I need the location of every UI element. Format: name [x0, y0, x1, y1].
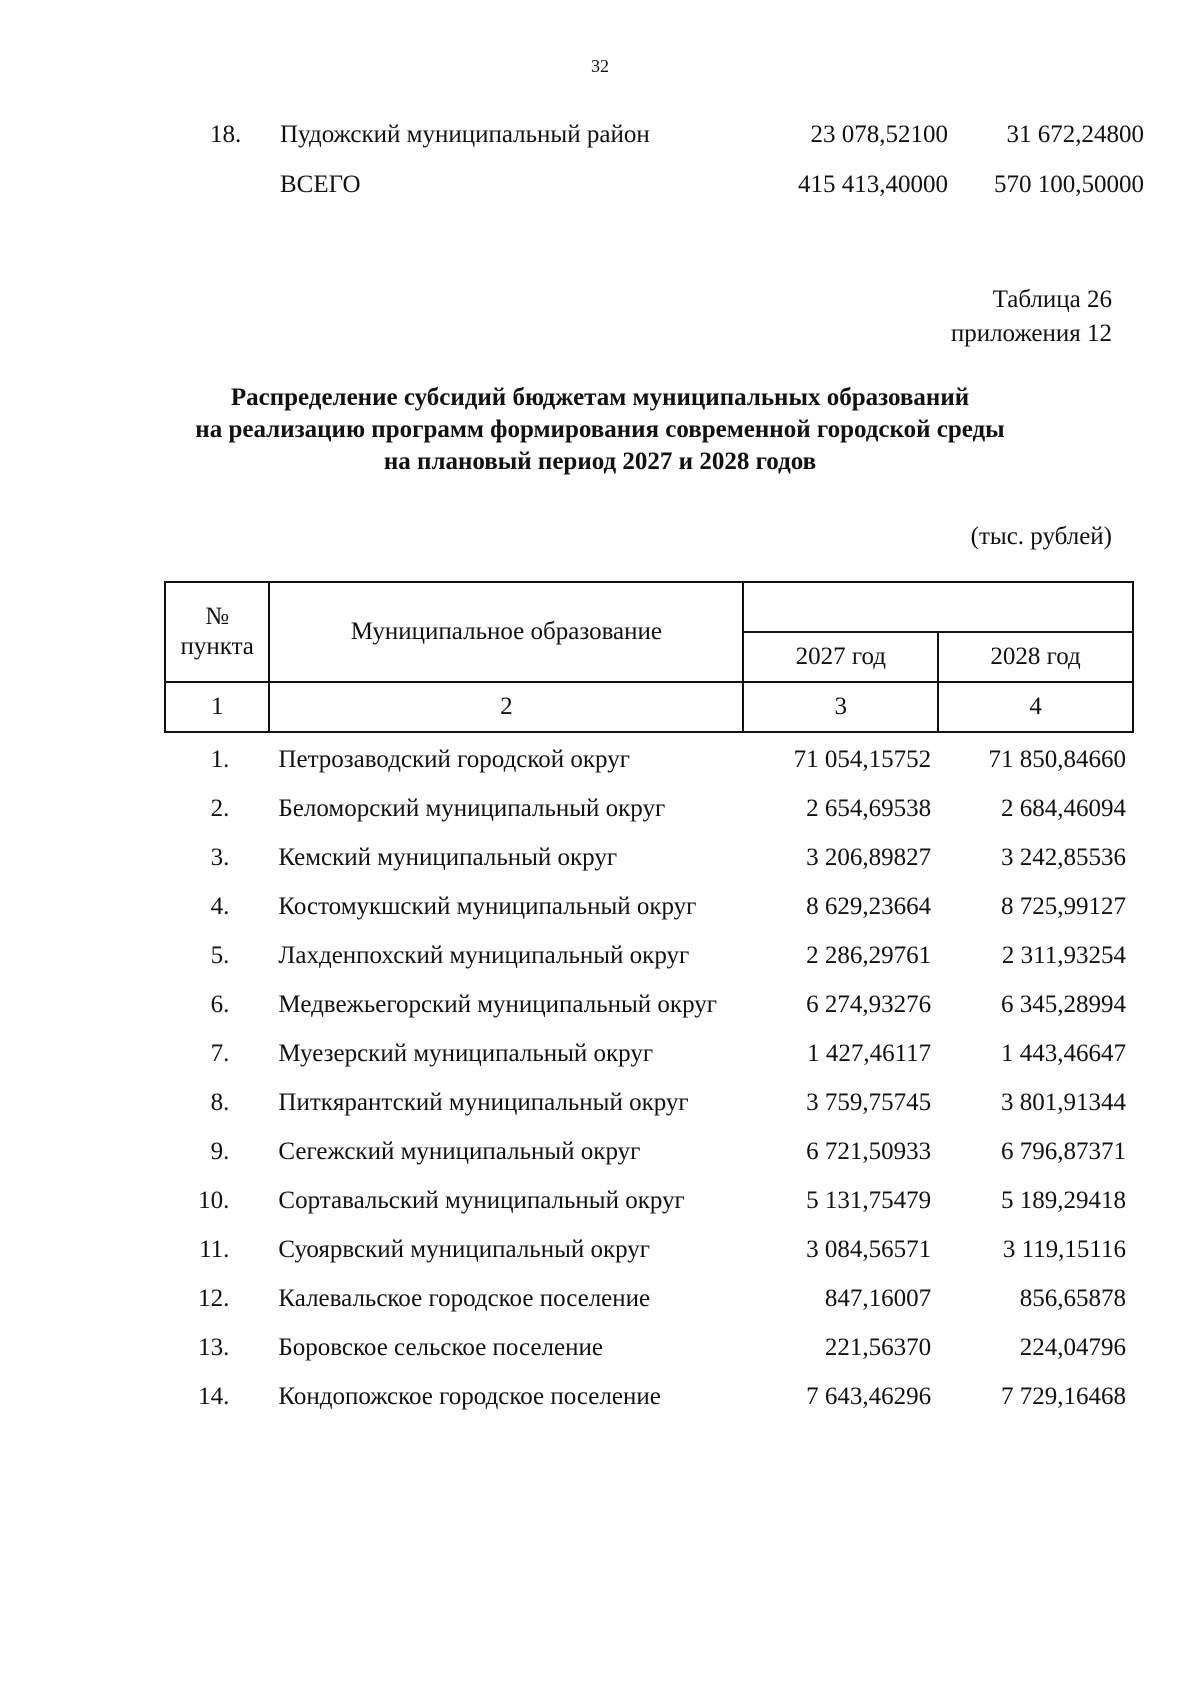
row-number: 2. — [210, 795, 230, 822]
row-value-2028: 31 672,24800 — [1006, 121, 1144, 148]
column-number: 4 — [938, 682, 1133, 732]
row-number: 7. — [210, 1040, 230, 1067]
row-number: 12. — [198, 1285, 230, 1312]
subsidy-table — [164, 581, 1134, 1419]
row-value-2028: 5 189,29418 — [1001, 1187, 1126, 1214]
table-row — [165, 1174, 1133, 1223]
row-number: 4. — [210, 893, 230, 920]
table-row — [165, 1223, 1133, 1272]
header-row — [165, 582, 1133, 632]
table-row — [165, 732, 1133, 782]
row-value-2027: 847,16007 — [824, 1285, 932, 1312]
header-year-2028: 2028 год — [938, 632, 1133, 682]
row-name: Кондопожское городское поселение — [278, 1383, 661, 1410]
row-number: 3. — [210, 844, 230, 871]
table-body — [165, 732, 1133, 1419]
title-line2: на реализацию программ формирования современной городской среды — [195, 416, 1005, 443]
row-name: Костомукшский муниципальный округ — [278, 893, 697, 920]
row-value-2028: 2 684,46094 — [1001, 795, 1126, 822]
row-name: Лахденпохский муниципальный округ — [278, 942, 690, 969]
row-name: Сортавальский муниципальный округ — [278, 1187, 685, 1214]
row-number: 18. — [210, 121, 242, 148]
header-number — [165, 582, 269, 682]
table-row — [165, 1125, 1133, 1174]
row-name: Суоярвский муниципальный округ — [278, 1236, 651, 1263]
row-number: 5. — [210, 942, 230, 969]
row-value-2027: 23 078,52100 — [810, 121, 948, 148]
row-name: ВСЕГО — [280, 171, 361, 198]
row-value-2027: 6 274,93276 — [806, 991, 932, 1018]
row-value-2027: 3 206,89827 — [806, 844, 932, 871]
row-number: 14. — [198, 1383, 230, 1410]
row-name: Медвежьегорский муниципальный округ — [278, 991, 717, 1018]
header-year-2027: 2027 год — [743, 632, 938, 682]
row-value-2027: 2 286,29761 — [806, 942, 932, 969]
row-name: Кемский муниципальный округ — [278, 844, 618, 871]
row-number: 6. — [210, 991, 230, 1018]
table-row — [165, 782, 1133, 831]
page-number: 32 — [591, 56, 609, 76]
row-name: Беломорский муниципальный округ — [278, 795, 666, 822]
row-name: Пудожский муниципальный район — [280, 121, 650, 148]
row-value-2028: 1 443,46647 — [1001, 1040, 1126, 1067]
table-row — [165, 1321, 1133, 1370]
row-value-2028: 3 119,15116 — [1002, 1236, 1126, 1263]
title-line3: на плановый период 2027 и 2028 годов — [383, 448, 817, 475]
units-label: (тыс. рублей) — [970, 523, 1112, 550]
table-row — [165, 831, 1133, 880]
row-name: Муезерский муниципальный округ — [278, 1040, 654, 1067]
table-row — [165, 1370, 1133, 1419]
row-value-2027: 71 054,15752 — [793, 746, 932, 773]
title-line1: Распределение субсидий бюджетам муниципальных образований — [230, 384, 970, 411]
column-number: 2 — [269, 682, 743, 732]
table-row — [165, 1076, 1133, 1125]
row-value-2028: 71 850,84660 — [988, 746, 1126, 773]
row-name: Питкярантский муниципальный округ — [278, 1089, 689, 1116]
row-number: 8. — [210, 1089, 230, 1116]
row-value-2027: 6 721,50933 — [806, 1138, 932, 1165]
table-total-row — [164, 160, 1144, 210]
row-value-2028: 224,04796 — [1019, 1334, 1126, 1361]
header-municipality: Муниципальное образование — [269, 582, 743, 682]
table-row — [165, 880, 1133, 929]
row-value-2027: 3 084,56571 — [806, 1236, 932, 1263]
row-value-2028: 6 796,87371 — [1001, 1138, 1126, 1165]
row-value-2027: 221,56370 — [824, 1334, 932, 1361]
row-value-2027: 2 654,69538 — [806, 795, 932, 822]
row-value-2027: 8 629,23664 — [806, 893, 932, 920]
header-number-symbol: № — [205, 603, 230, 630]
header-years-group — [743, 582, 1133, 632]
row-value-2027: 1 427,46117 — [807, 1040, 932, 1067]
table-row — [165, 1272, 1133, 1321]
table-row — [164, 110, 1144, 160]
row-value-2027: 3 759,75745 — [806, 1089, 932, 1116]
row-name: Боровское сельское поселение — [278, 1334, 603, 1361]
table-row — [165, 1027, 1133, 1076]
document-title — [0, 382, 1200, 478]
row-name: Сегежский муниципальный округ — [278, 1138, 641, 1165]
row-value-2028: 570 100,50000 — [994, 171, 1144, 198]
table-caption — [951, 283, 1112, 351]
row-value-2028: 3 801,91344 — [1001, 1089, 1126, 1116]
row-number: 9. — [210, 1138, 230, 1165]
table-row — [165, 929, 1133, 978]
table-row — [165, 978, 1133, 1027]
row-value-2027: 415 413,40000 — [798, 171, 948, 198]
row-value-2028: 2 311,93254 — [1001, 942, 1126, 969]
row-value-2028: 8 725,99127 — [1001, 893, 1126, 920]
row-name: Петрозаводский городской округ — [278, 746, 630, 773]
column-number: 1 — [165, 682, 269, 732]
row-value-2028: 7 729,16468 — [1001, 1383, 1126, 1410]
row-value-2028: 3 242,85536 — [1001, 844, 1126, 871]
row-name: Калевальское городское поселение — [278, 1285, 651, 1312]
table-caption-line2: приложения 12 — [950, 320, 1112, 347]
row-value-2027: 5 131,75479 — [806, 1187, 932, 1214]
row-value-2028: 6 345,28994 — [1001, 991, 1126, 1018]
row-value-2027: 7 643,46296 — [806, 1383, 932, 1410]
continued-table-tail — [164, 110, 1144, 210]
row-value-2028: 856,65878 — [1019, 1285, 1126, 1312]
row-number: 13. — [198, 1334, 230, 1361]
header-column-numbers — [165, 682, 1133, 732]
row-number: 10. — [198, 1187, 230, 1214]
row-number: 1. — [210, 746, 230, 773]
column-number: 3 — [743, 682, 938, 732]
table-caption-line1: Таблица 26 — [992, 286, 1112, 313]
row-number: 11. — [199, 1236, 230, 1263]
header-number-label: пункта — [180, 633, 254, 660]
